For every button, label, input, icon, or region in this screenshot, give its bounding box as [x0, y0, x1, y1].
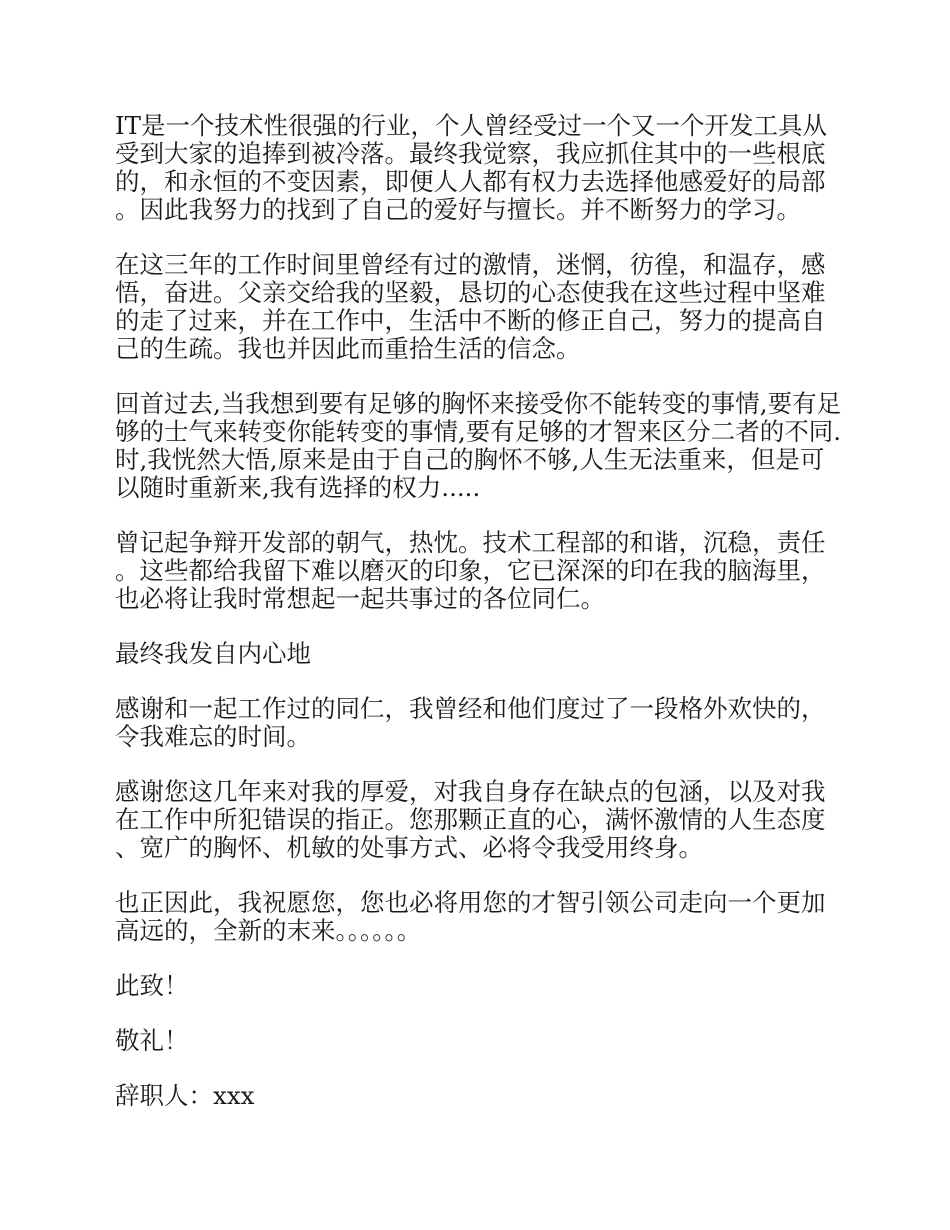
paragraph-wishes: 也正因此，我祝愿您，您也必将用您的才智引领公司走向一个更加高远的，全新的末来。。。。。。 [115, 888, 826, 945]
paragraph-looking-back: 回首过去,当我想到要有足够的胸怀来接受你不能转变的事情,要有足够的士气来转变你能转变的事情,要有足够的才智来区分二者的不同.时,我恍然大悟,原来是由于自己的胸怀不够,人生无法重来，但是可以随时重新来,我有选择的权力..... [115, 389, 842, 502]
paragraph-thanks-leader: 感谢您这几年来对我的厚爱，对我自身存在缺点的包涵，以及对我在工作中所犯错误的指正。您那颗正直的心，满怀激情的人生态度、宽广的胸怀、机敏的处事方式、必将令我受用终身。 [115, 777, 826, 862]
paragraph-from-heart: 最终我发自内心地 [115, 639, 311, 668]
signature: 辞职人：xxx [115, 1081, 255, 1110]
letter-body [115, 112, 845, 1137]
paragraph-departments: 曾记起争辩开发部的朝气，热忱。技术工程部的和谐，沉稳，责任。这些都给我留下难以磨灭的印象，它已深深的印在我的脑海里，也必将让我时常想起一起共事过的各位同仁。 [115, 528, 826, 613]
paragraph-thanks-colleagues: 感谢和一起工作过的同仁，我曾经和他们度过了一段格外欢快的，令我难忘的时间。 [115, 694, 826, 751]
closing-regards: 敬礼！ [115, 1026, 189, 1055]
paragraph-intro: IT是一个技术性很强的行业，个人曾经受过一个又一个开发工具从受到大家的追捧到被冷落。最终我觉察，我应抓住其中的一些根底的，和永恒的不变因素，即便人人都有权力去选择他感爱好的局部。因此我努力的找到了自己的爱好与擅长。并不断努力的学习。 [115, 111, 828, 224]
paragraph-three-years: 在这三年的工作时间里曾经有过的激情，迷惘，彷徨，和温存，感悟，奋进。父亲交给我的坚毅，恳切的心态使我在这些过程中坚难的走了过来，并在工作中，生活中不断的修正自己，努力的提高自己的生疏。我也并因此而重拾生活的信念。 [115, 250, 826, 363]
closing-salutation: 此致！ [115, 971, 189, 1000]
